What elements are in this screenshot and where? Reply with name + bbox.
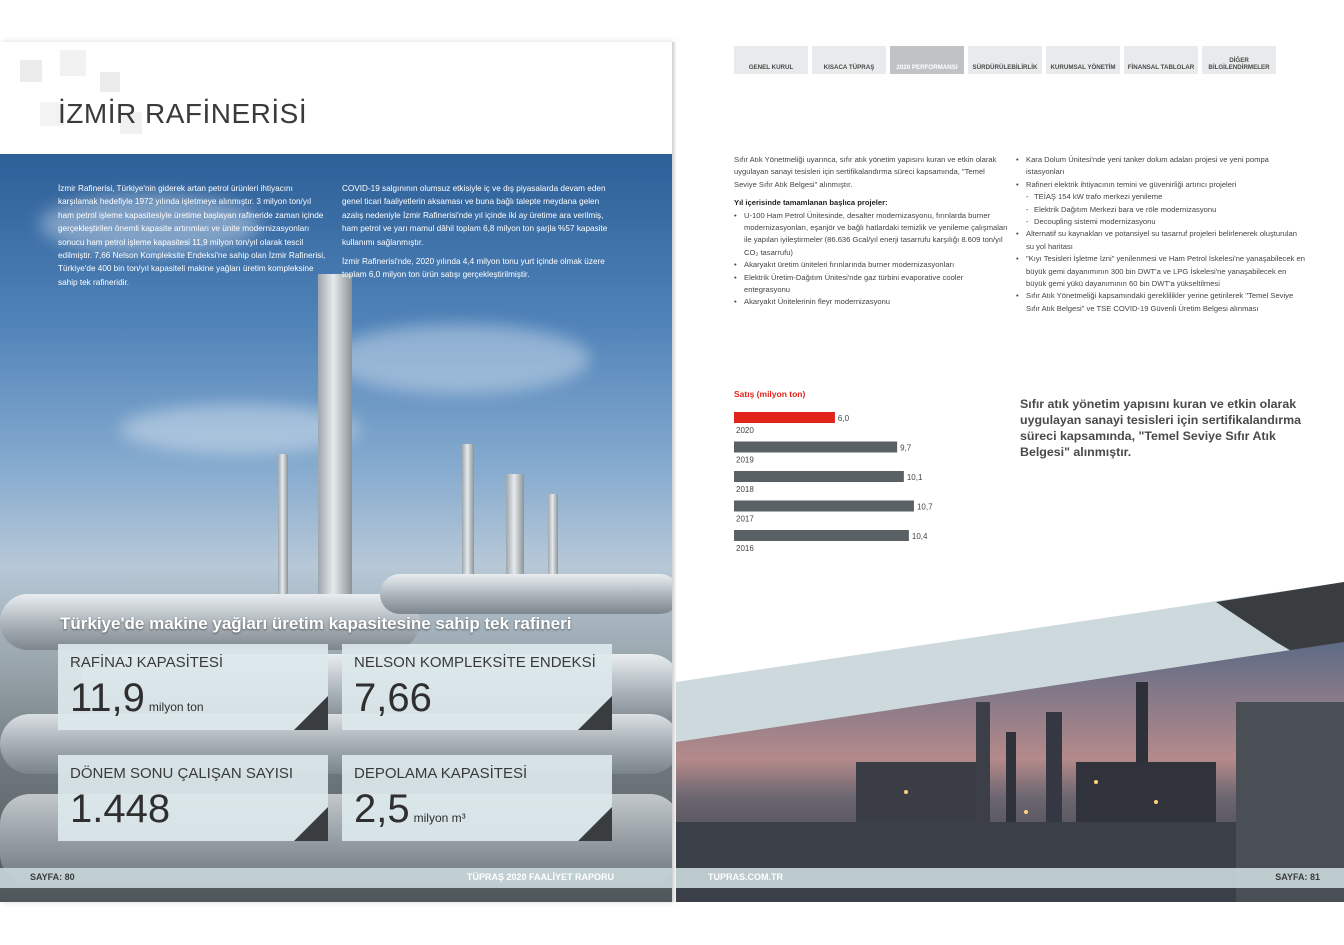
- stat-unit: milyon m³: [413, 811, 466, 825]
- report-spread: [0, 42, 1344, 902]
- stat-unit: milyon ton: [148, 700, 204, 714]
- list-item: • Akaryakıt Ünitelerinin fleyr modernizasyonu: [734, 296, 1008, 308]
- projects-list-2: [1016, 154, 1306, 315]
- bar-2019: [734, 442, 897, 453]
- list-item: • "Kıyı Tesisleri İşletme İzni" yenilenmesi ve Ham Petrol İskelesi'ne yanaşabilecek en büyük gemi dayanımının 300 bin DWT'a ve LPG İskelesi'ne yanaşabilecek en büyük gemi yükü dayanımının 60 bin DWT'a yükseltilmesi: [1016, 253, 1306, 290]
- intro-column-1: [58, 182, 326, 295]
- highlight-quote: Sıfır atık yönetim yapısını kuran ve etkin olarak uygulayan sanayi tesisleri için sertifikalandırma süreci kapsamında, "Temel Seviye Sıfır Atık Belgesi" alınmıştır.: [1020, 397, 1301, 459]
- website-url: TUPRAS.COM.TR: [708, 872, 783, 882]
- category-label: 2019: [736, 455, 754, 465]
- stat-nelson-index: [342, 644, 612, 730]
- left-footer: [0, 868, 672, 888]
- stat-label: DEPOLAMA KAPASİTESİ: [354, 765, 528, 782]
- bar-value-label: 6,0: [837, 414, 850, 423]
- sales-chart: [734, 387, 1014, 562]
- list-item: • Kara Dolum Ünitesi'nde yeni tanker dolum adaları projesi ve yeni pompa istasyonları: [1016, 154, 1306, 179]
- category-label: 2017: [736, 514, 754, 524]
- bar-2018: [734, 471, 904, 482]
- nav-tab-4[interactable]: KURUMSAL YÖNETİM: [1046, 46, 1120, 74]
- stat-value: 2,5 milyon m³: [354, 787, 466, 831]
- nav-tab-2[interactable]: 2020 PERFORMANSI: [890, 46, 964, 74]
- list-item: • Alternatif su kaynakları ve potansiyel su tasarruf projeleri belirlenerek oluşturulan su yol haritası: [1016, 228, 1306, 253]
- intro-column-2: [342, 182, 618, 288]
- nav-tab-1[interactable]: KISACA TÜPRAŞ: [812, 46, 886, 74]
- stat-label: RAFİNAJ KAPASİTESİ: [70, 654, 224, 671]
- list-item: - TEİAŞ 154 kW trafo merkezi yenileme: [1016, 191, 1306, 203]
- right-footer: [676, 868, 1344, 888]
- zero-waste-paragraph: Sıfır Atık Yönetmeliği uyarınca, sıfır atık yönetim yapısını kuran ve etkin olarak uygulayan sanayi tesisleri için sertifikalandırma süreci kapsamında, "Temel Seviye Sıfır Atık Belgesi" alınmıştır.: [734, 155, 997, 189]
- projects-list-1: [734, 210, 1008, 309]
- nav-tab-6[interactable]: DİĞER BİLGİLENDİRMELER: [1202, 46, 1276, 74]
- sales-chart-svg: [734, 387, 1014, 562]
- page-number: SAYFA: 81: [1275, 872, 1320, 882]
- list-item: - Elektrik Dağıtım Merkezi bara ve röle modernizasyonu: [1016, 204, 1306, 216]
- sales-paragraph: İzmir Rafinerisi'nde, 2020 yılında 4,4 milyon tonu yurt içinde olmak üzere toplam 6,0 milyon ton ürün satışı gerçekleştirilmiştir.: [342, 257, 605, 280]
- intro-paragraph: İzmir Rafinerisi, Türkiye'nin giderek artan petrol ürünleri ihtiyacını karşılamak hedefiyle 1972 yılında işletmeye alınmıştır. 3 milyon ton/yıl ham petrol işleme kapasitesiyle üretime başlayan rafineride zaman içinde gerçekleştirilen önemli kapasite artırımları ve ünite modernizasyonları sonucu ham petrol işleme kapasitesi 11,9 milyon ton/yıl olarak tescil edilmiştir. 7,66 Nelson Kompleksite Endeksi'ne sahip olan İzmir Rafinerisi, Türkiye'de 400 bin ton/yıl kapasiteli makine yağları üretim kompleksine sahip tek rafineridir.: [58, 184, 326, 287]
- bar-value-label: 10,1: [906, 473, 923, 482]
- right-page: [676, 42, 1344, 902]
- bar-2017: [734, 501, 914, 512]
- stat-value: 7,66: [354, 676, 432, 720]
- list-item: • Rafineri elektrik ihtiyacının temini ve güvenirliği artırıcı projeleri: [1016, 179, 1306, 191]
- nav-tab-5[interactable]: FİNANSAL TABLOLAR: [1124, 46, 1198, 74]
- stat-label: NELSON KOMPLEKSİTE ENDEKSİ: [354, 654, 596, 671]
- category-label: 2018: [736, 485, 754, 494]
- stat-storage-capacity: [342, 755, 612, 841]
- right-column-2: [1016, 154, 1306, 315]
- list-item: • Akaryakıt üretim üniteleri fırınlarında burner modernizasyonları: [734, 259, 1008, 271]
- report-brand: TÜPRAŞ 2020 FAALİYET RAPORU: [466, 872, 614, 882]
- chart-title: Satış (milyon ton): [734, 389, 806, 399]
- list-item: • Elektrik Üretim-Dağıtım Ünitesi'nde gaz türbini evaporative cooler entegrasyonu: [734, 272, 1008, 297]
- list-item: • Sıfır Atık Yönetmeliği kapsamındaki gereklilikler yerine getirilerek "Temel Seviye Sıfır Atık Belgesi" ve TSE COVID-19 Güvenli Üretim Belgesi alınması: [1016, 290, 1306, 315]
- projects-heading: Yıl içerisinde tamamlanan başlıca projeler:: [734, 198, 888, 208]
- category-label: 2016: [736, 544, 754, 553]
- left-page: [0, 42, 672, 902]
- bar-2016: [734, 530, 909, 541]
- refinery-dusk-photo: [676, 642, 1344, 902]
- category-label: 2020: [736, 426, 754, 435]
- page-title: İZMİR RAFİNERİSİ: [58, 98, 308, 129]
- tagline: Türkiye'de makine yağları üretim kapasitesine sahip tek rafineri: [60, 614, 572, 633]
- list-item: • U-100 Ham Petrol Ünitesinde, desalter modernizasyonu, fırınlarda burner modernizasyonları, eşanjör ve bağlı hatlardaki temizlik ve yenileme çalışmaları ile yapılan iyileştirmeler (86.636 Gcal/yıl enerji tasarrufu karşılığı 8.609 ton/yıl CO₂ tasarrufu): [734, 210, 1008, 260]
- bar-value-label: 10,4: [911, 532, 928, 541]
- stat-employee-count: [58, 755, 328, 841]
- stat-value: 1.448: [70, 787, 171, 831]
- nav-tab-0[interactable]: GENEL KURUL: [734, 46, 808, 74]
- stat-value: 11,9 milyon ton: [70, 676, 204, 720]
- list-item: - Decoupling sistemi modernizasyonu: [1016, 216, 1306, 228]
- page-number: SAYFA: 80: [30, 872, 75, 882]
- bar-value-label: 9,7: [900, 443, 912, 453]
- stat-label: DÖNEM SONU ÇALIŞAN SAYISI: [70, 765, 294, 782]
- bar-2020: [734, 412, 835, 423]
- bar-value-label: 10,7: [916, 502, 933, 512]
- right-column-1: [734, 154, 1008, 309]
- covid-paragraph: COVID-19 salgınının olumsuz etkisiyle iç ve dış piyasalarda devam eden genel ticari faaliyetlerin aksaması ve buna bağlı talepte meydana gelen azalış nedeniyle İzmir Rafinerisi'nde yıl içinde iki ay üretime ara verilmiş, ham petrol ve yarı mamul dâhil toplam 6,8 milyon ton şarjla %57 kapasite kullanımı sağlanmıştır.: [342, 184, 608, 247]
- stat-refining-capacity: [58, 644, 328, 730]
- nav-tab-3[interactable]: SÜRDÜRÜLEBİLİRLİK: [968, 46, 1042, 74]
- section-nav: [734, 46, 1276, 74]
